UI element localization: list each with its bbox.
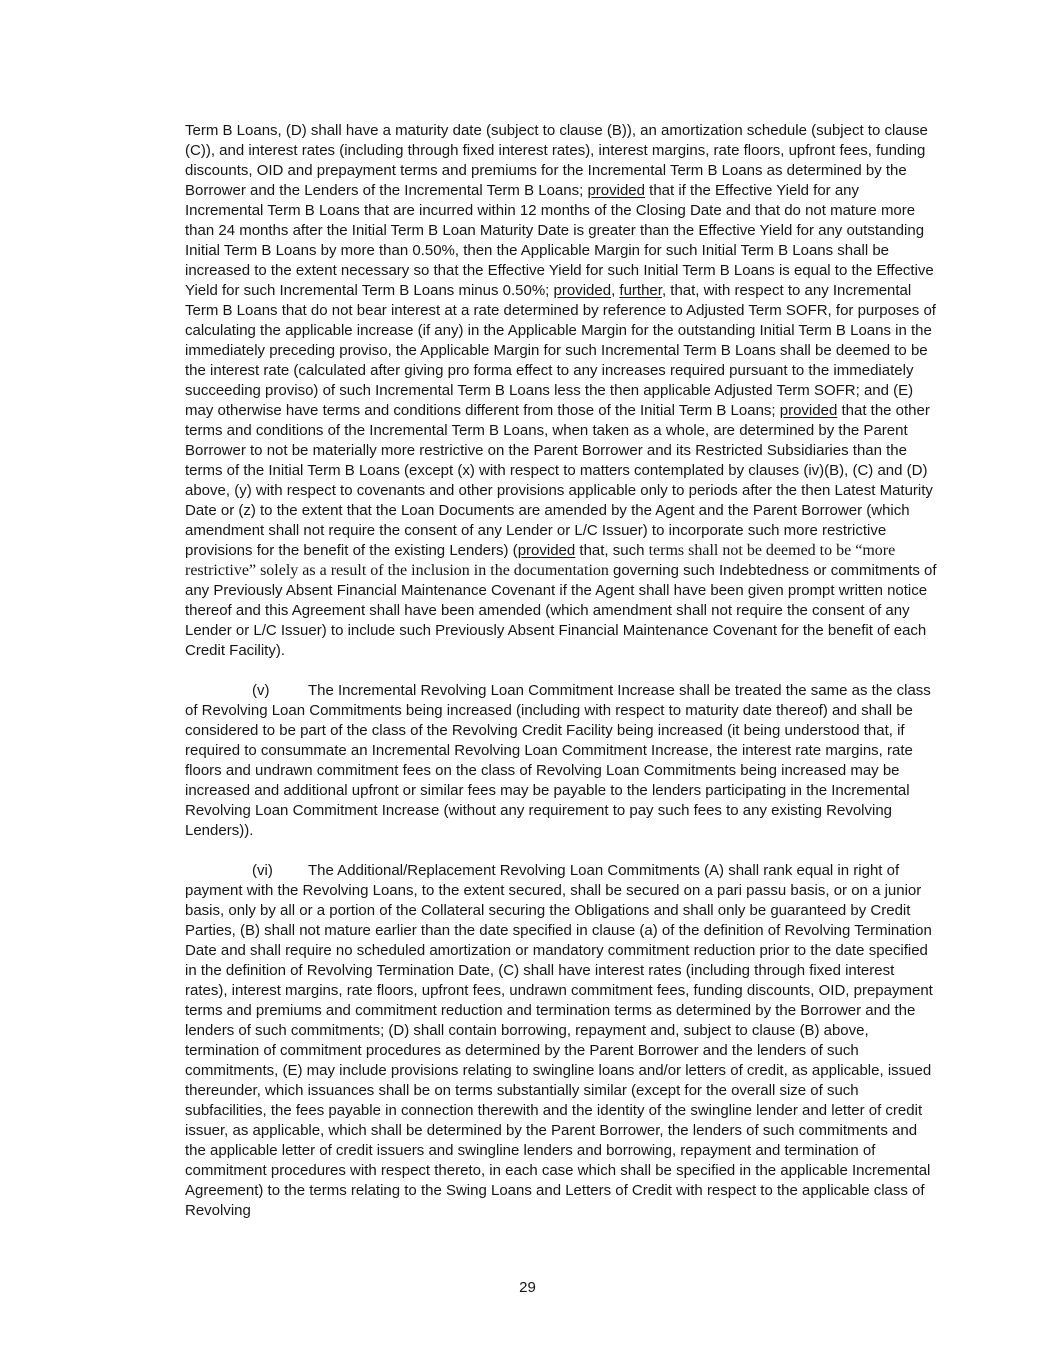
text-run: that the other terms and conditions of the Incremental Term B Loans, when taken as a whole, are determined by the Parent Borrower to not be materially more restrictive on the Parent Borrower and its Restricted Subsidiaries than the terms of the Initial Term B Loans (except (x) with respect to matters contemplated by clauses (iv)(B), (C) and (D) above, (y) with respect to covenants and other provisions applicable only to periods after the then Latest Maturity Date or (z) to the extent that the Loan Documents are amended by the Agent and the Parent Borrower (which amendment shall not require the consent of any Lender or L/C Issuer) to incorporate such more restrictive provisions for the benefit of the existing Lenders) (: [185, 402, 933, 559]
text-run: Term B Loans, (D) shall have a maturity date (subject to clause (B)), an amortization schedule (subject to clause (C)), and interest rates (including through fixed interest rates), interest margins, rate floors, upfront fees, funding discounts, OID and prepayment terms and premiums for the Incremental Term B Loans as determined by the Borrower and the Lenders of the Incremental Term B Loans;: [185, 122, 928, 199]
text-run: that if the Effective Yield for any Incremental Term B Loans that are incurred within 12 months of the Closing Date and that do not mature more than 24 months after the Initial Term B Loan Maturity Date is greater than the Effective Yield for any outstanding Initial Term B Loans by more than 0.50%, then the Applicable Margin for such Initial Term B Loans shall be increased to the extent necessary so that the Effective Yield for such Initial Term B Loans is equal to the Effective Yield for such Incremental Term B Loans minus 0.50%;: [185, 182, 934, 299]
document-body: [185, 121, 937, 1221]
clause-v-label: (v): [252, 682, 270, 699]
paragraph-clause-vi: [185, 861, 937, 1221]
text-run: The Additional/Replacement Revolving Loan Commitments (A) shall rank equal in right of payment with the Revolving Loans, to the extent secured, shall be secured on a pari passu basis, or on a junior basis, only by all or a portion of the Collateral securing the Obligations and shall only be guaranteed by Credit Parties, (B) shall not mature earlier than the date specified in clause (a) of the definition of Revolving Termination Date and shall require no scheduled amortization or mandatory commitment reduction prior to the date specified in the definition of Revolving Termination Date, (C) shall have interest rates (including through fixed interest rates), interest margins, rate floors, upfront fees, undrawn commitment fees, funding discounts, OID, prepayment terms and premiums and commitment reduction and termination terms as determined by the Borrower and the lenders of such commitments; (D) shall contain borrowing, repayment and, subject to clause (B) above, termination of commitment procedures as determined by the Parent Borrower and the lenders of such commitments, (E) may include provisions relating to swingline loans and/or letters of credit, as applicable, issued thereunder, which issuances shall be on terms substantially similar (except for the overall size of such subfacilities, the fees payable in connection therewith and the identity of the swingline lender and letter of credit issuer, as applicable, which shall be determined by the Parent Borrower, the lenders of such commitments and the applicable letter of credit issuers and swingline lenders and borrowing, repayment and termination of commitment procedures with respect thereto, in each case which shall be specified in the applicable Incremental Agreement) to the terms relating to the Swing Loans and Letters of Credit with respect to the applicable class of Revolving: [185, 862, 933, 1219]
text-run: The Incremental Revolving Loan Commitment Increase shall be treated the same as the class of Revolving Loan Commitments being increased (including with respect to maturity date thereof) and shall be considered to be part of the class of the Revolving Credit Facility being increased (it being understood that, if required to consummate an Incremental Revolving Loan Commitment Increase, the interest rate margins, rate floors and undrawn commitment fees on the class of Revolving Loan Commitments being increased may be increased and additional upfront or similar fees may be payable to the lenders participating in the Incremental Revolving Loan Commitment Increase (without any requirement to pay such fees to any existing Revolving Lenders)).: [185, 682, 931, 839]
text-run: ,: [611, 282, 620, 299]
underlined-term: provided: [517, 542, 576, 559]
clause-v-text: [185, 682, 931, 839]
paragraph-term-b-continuation: [185, 121, 937, 661]
text-run: that, such: [575, 542, 649, 559]
underlined-term: provided: [553, 282, 612, 299]
underlined-term: provided: [779, 402, 838, 419]
underlined-term: provided: [587, 182, 645, 199]
underlined-term: further: [619, 282, 662, 299]
text-run: , that, with respect to any Incremental Term B Loans that do not bear interest at a rate determined by reference to Adjusted Term SOFR, for purposes of calculating the applicable increase (if any) in the Applicable Margin for the outstanding Initial Term B Loans in the immediately preceding proviso, the Applicable Margin for such Incremental Term B Loans shall be deemed to be the interest rate (calculated after giving pro forma effect to any increases required pursuant to the immediately succeeding proviso) of such Incremental Term B Loans less the then applicable Adjusted Term SOFR; and (E) may otherwise have terms and conditions different from those of the Initial Term B Loans;: [185, 282, 936, 419]
serif-text-run: terms shall not be deemed to be “more restrictive” solely as a result of the inclusion in the documentation: [185, 542, 896, 579]
text-run: governing such Indebtedness or commitments of any Previously Absent Financial Maintenance Covenant if the Agent shall have been given prompt written notice thereof and this Agreement shall have been amended (which amendment shall not require the consent of any Lender or L/C Issuer) to include such Previously Absent Financial Maintenance Covenant for the benefit of each Credit Facility).: [185, 562, 937, 659]
paragraph-clause-v: [185, 681, 937, 841]
clause-vi-label: (vi): [252, 862, 273, 879]
clause-vi-text: [185, 862, 933, 1219]
page-number: 29: [519, 1279, 536, 1296]
